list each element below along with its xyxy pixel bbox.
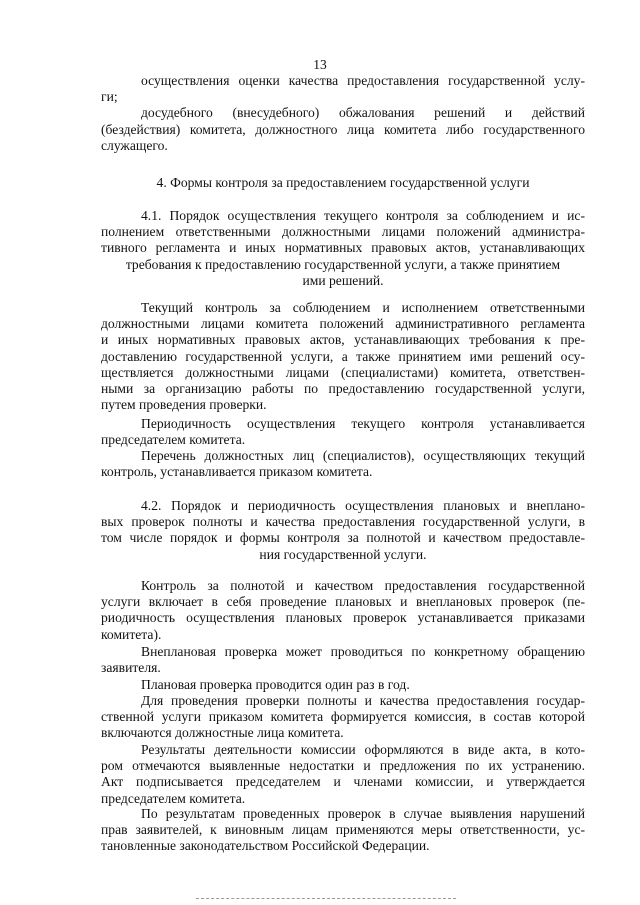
text-line: прав заявителей, к виновным лицам применяются меры ответственности, ус- — [101, 822, 585, 838]
text-line: ществляется должностными лицами (специалистами) комитета, ответствен- — [101, 364, 585, 380]
paragraph — [101, 644, 585, 676]
text-line: тановленные законодательством Российской Федерации. — [101, 838, 430, 854]
text-line: Периодичность осуществления текущего контроля устанавливается — [141, 416, 585, 431]
text-line: осуществления оценки качества предоставления государственной услу- — [141, 73, 585, 88]
text-line: По результатам проведенных проверок в случае выявления нарушений — [141, 806, 585, 821]
text-line: служащего. — [101, 137, 168, 153]
text-line: 4.1. Порядок осуществления текущего контроля за соблюдением и ис- — [141, 208, 585, 223]
text-line: ственной услуги приказом комитета формируется комиссия, в состав которой — [101, 709, 585, 725]
text-line: 4.2. Порядок и периодичность осуществления плановых и внеплано- — [141, 498, 585, 513]
text-line: ги; — [101, 89, 118, 105]
paragraph — [101, 742, 585, 807]
text-line: риодичность осуществления плановых проверок устанавливается приказами — [101, 610, 585, 626]
text-line: ими решений. — [302, 272, 384, 288]
paragraph — [101, 578, 585, 643]
paragraph — [101, 416, 585, 448]
text-line: председателем комитета. — [101, 432, 246, 448]
text-line: ния государственной услуги. — [259, 546, 427, 562]
text-line: контроль, устанавливается приказом комитета. — [101, 464, 373, 480]
text-line: Для проведения проверки полноты и качества предоставления государ- — [141, 693, 585, 708]
text-line: Перечень должностных лиц (специалистов), осуществляющих текущий — [141, 448, 585, 463]
text-line: ными за организацию работы по предоставлению государственной услуги, — [101, 381, 585, 397]
text-line: ром отмечаются выявленные недостатки и предложения по их устранению. — [101, 758, 585, 774]
text-line: Результаты деятельности комиссии оформляются в виде акта, в кото- — [141, 742, 585, 757]
paragraph — [101, 448, 585, 480]
text-line: Контроль за полнотой и качеством предоставления государственной — [141, 578, 585, 593]
paragraph — [101, 693, 585, 742]
page-number: 13 — [313, 57, 327, 72]
text-line: вых проверок полноты и качества предоставления государственной услуги, в — [101, 514, 585, 530]
text-line: полнением ответственными должностными лицами положений администра- — [101, 224, 585, 240]
subsection-heading-4-2 — [101, 498, 585, 563]
text-line: том числе порядок и формы контроля за полнотой и качеством предоставле- — [101, 530, 585, 546]
text-line: требования к предоставлению государственной услуги, а также принятием — [125, 256, 561, 272]
paragraph — [101, 677, 585, 693]
text-line: Внеплановая проверка может проводиться по конкретному обращению — [141, 644, 585, 659]
text-line: председателем комитета. — [101, 790, 246, 806]
paragraph — [101, 300, 585, 413]
text-line: тивного регламента и иных нормативных правовых актов, устанавливающих — [101, 240, 585, 256]
text-line: досудебного (внесудебного) обжалования решений и действий — [141, 105, 585, 121]
text-line: комитета). — [101, 626, 162, 642]
text-line: включаются должностные лица комитета. — [101, 725, 344, 741]
text-line: заявителя. — [101, 660, 161, 676]
intro-text — [101, 73, 585, 154]
text-line: должностными лицами комитета положений административного регламента — [101, 316, 585, 332]
text-line: услуги включает в себя проведение плановых и внеплановых проверок (пе- — [101, 594, 585, 610]
section-title: 4. Формы контроля за предоставлением государственной услуги — [156, 175, 530, 190]
text-line: Текущий контроль за соблюдением и исполнением ответственными — [141, 300, 585, 315]
text-line: Плановая проверка проводится один раз в год. — [141, 677, 410, 692]
text-line: (бездействия) комитета, должностного лица комитета либо государственного — [101, 121, 585, 137]
text-line: Акт подписывается председателем и членами комиссии, и утверждается — [101, 774, 585, 790]
scan-artifact-line — [196, 898, 456, 899]
text-line: путем проведения проверки. — [101, 397, 267, 413]
paragraph — [101, 806, 585, 855]
text-line: и иных нормативных правовых актов, устанавливающих требования к пре- — [101, 332, 585, 348]
subsection-heading-4-1 — [101, 208, 585, 289]
text-line: доставлению государственной услуги, а также принятием ими решений осу- — [101, 348, 585, 364]
